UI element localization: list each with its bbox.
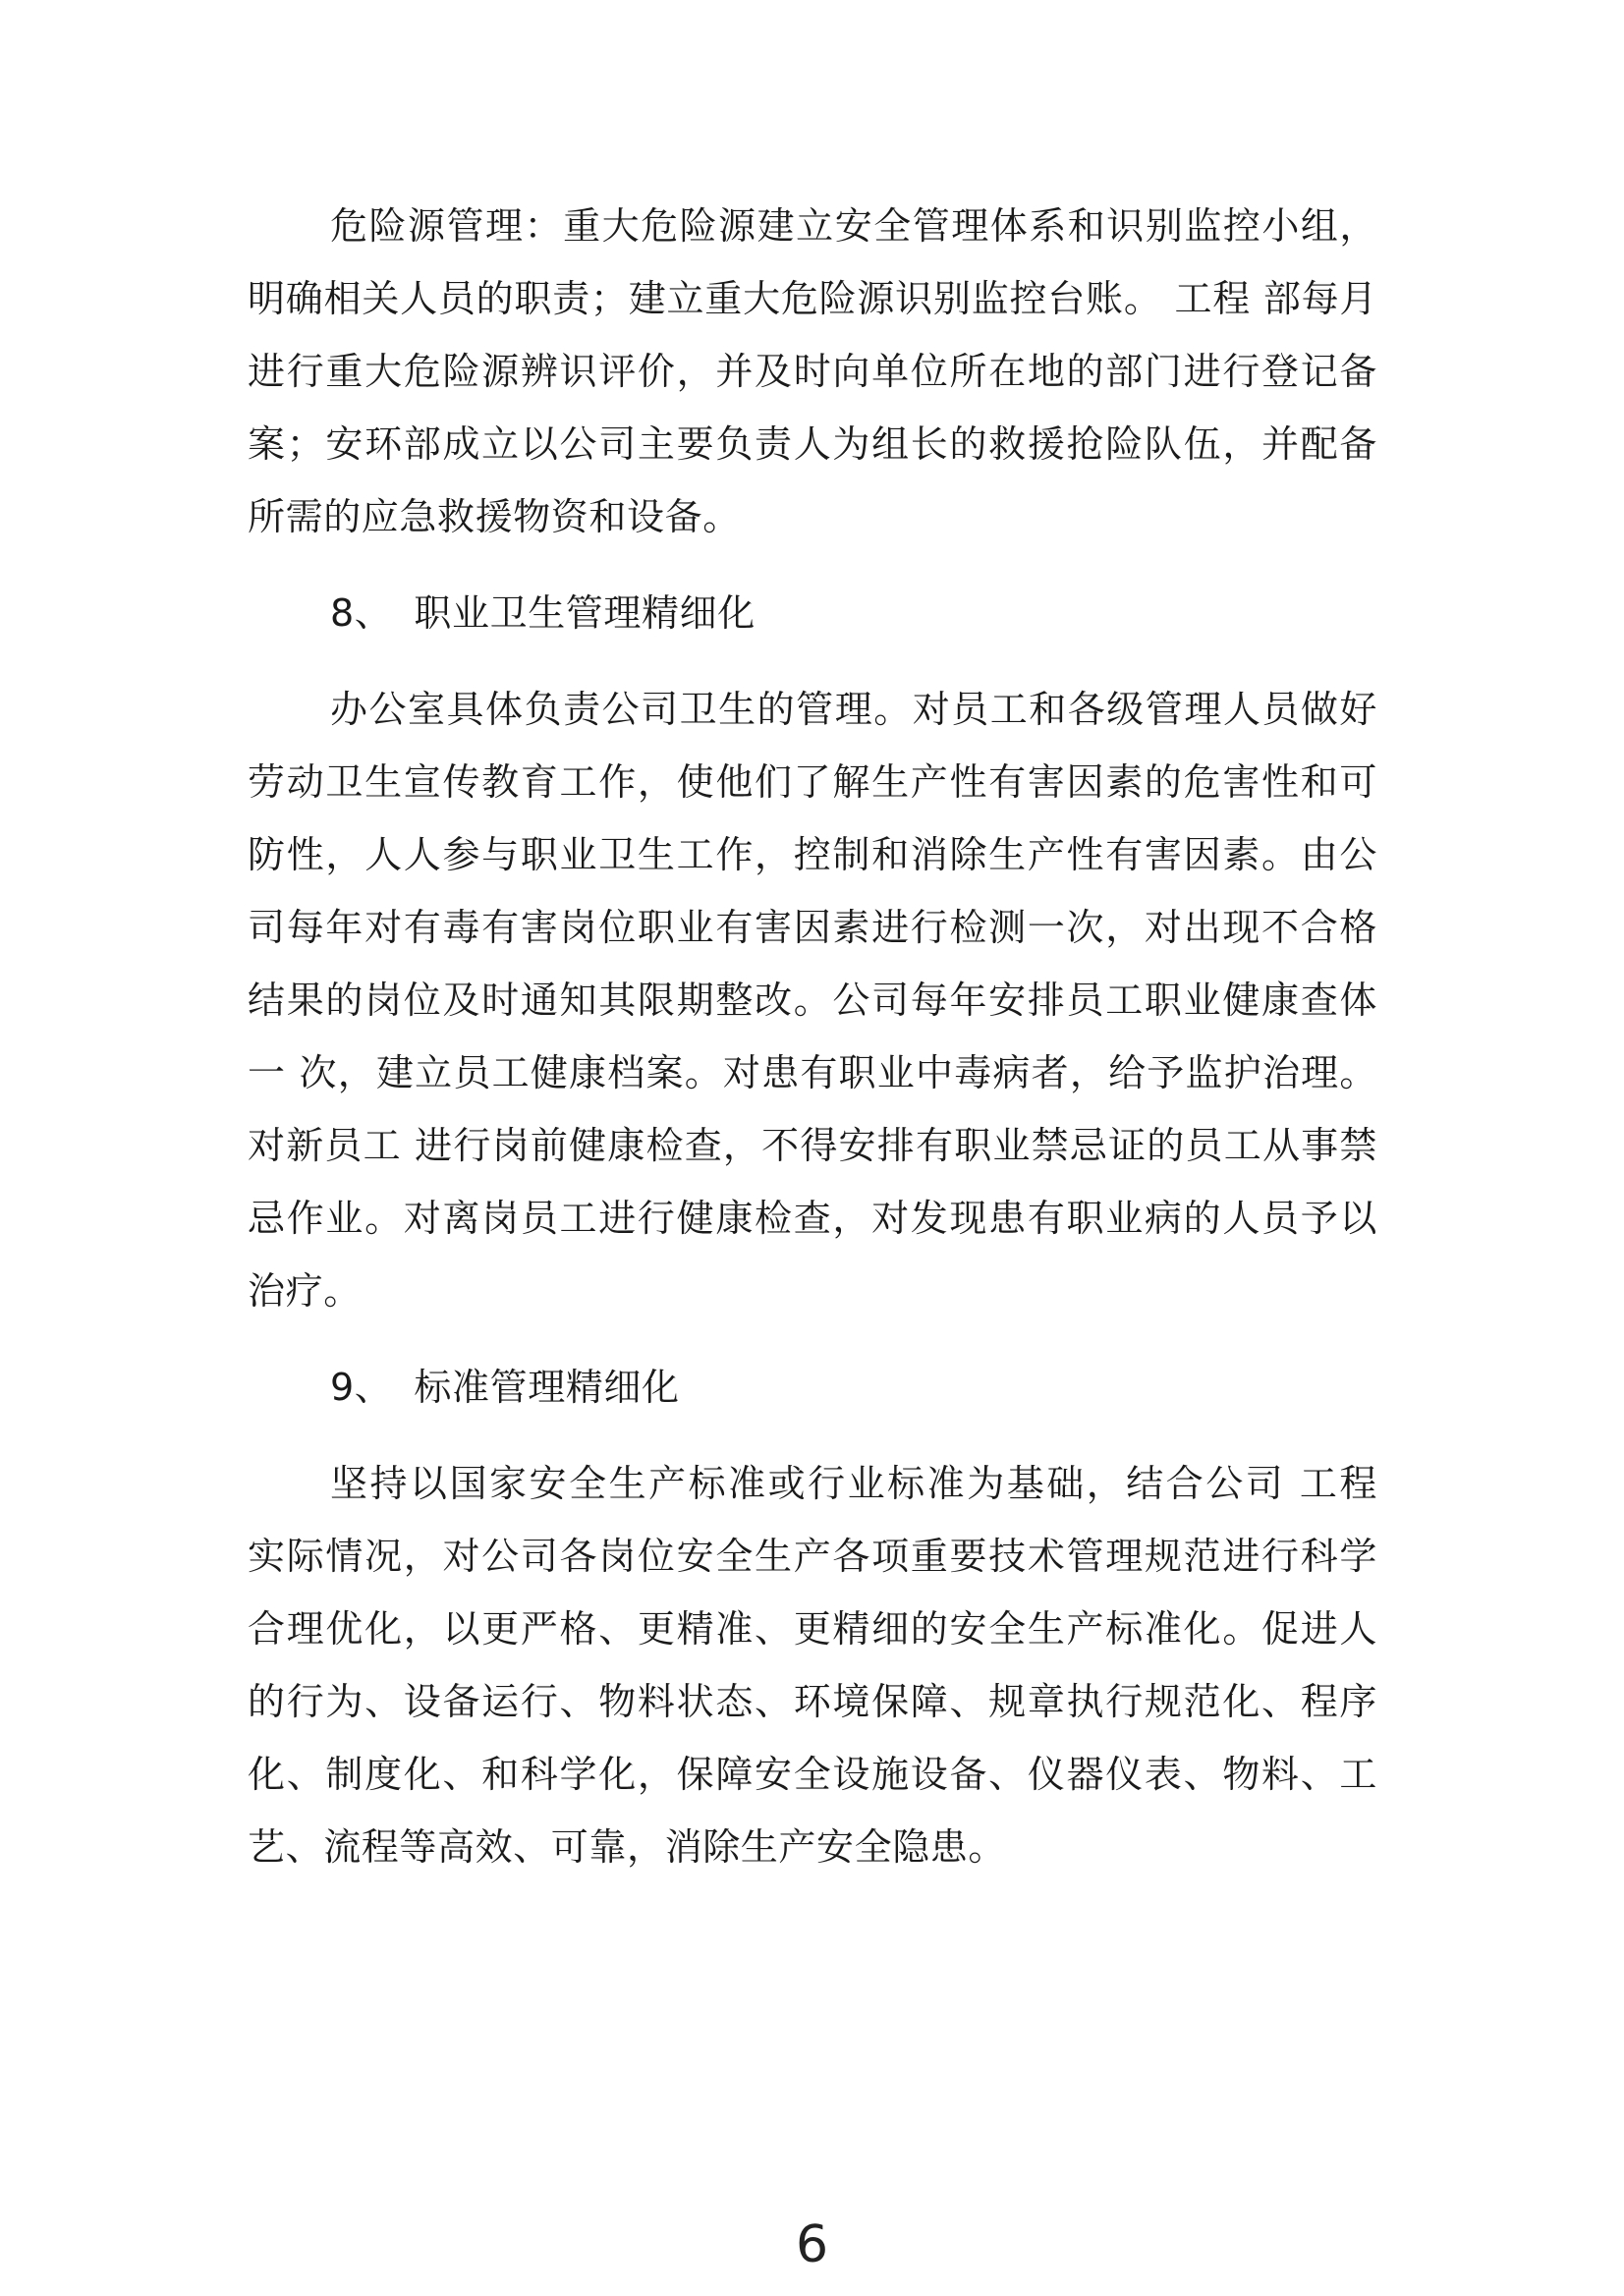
section-8-title: 职业卫生管理精细化: [414, 591, 756, 635]
section-8-body: 办公室具体负责公司卫生的管理。对员工和各级管理人员做好劳动卫生宣传教育工作，使他们了解生产性有害因素的危害性和可防性，人人参与职业卫生工作，控制和消除生产性有害因素。由公司每年对有毒有害岗位职业有害因素进行检测一次，对出现不合格结果的岗位及时通知其限期整改。公司每年安排员工职业健康查体一 次，建立员工健康档案。对患有职业中毒病者，给予监护治理。对新员工 进行岗前健康检查，不得安排有职业禁忌证的员工从事禁忌作业。对离岗员工进行健康检查，对发现患有职业病的人员予以治疗。: [248, 688, 1377, 1313]
page-number: 6: [795, 2215, 829, 2274]
section-9-title: 标准管理精细化: [414, 1366, 680, 1409]
paragraph-hazard-management: 危险源管理：重大危险源建立安全管理体系和识别监控小组，明确相关人员的职责；建立重大危险源识别监控台账。 工程 部每月进行重大危险源辨识评价，并及时向单位所在地的部门进行登记备案；安环部成立以公司主要负责人为组长的救援抢险队伍，并配备所需的应急救援物资和设备。: [248, 204, 1377, 538]
section-9-number: 9、: [330, 1366, 393, 1409]
section-8-heading: [248, 577, 1377, 649]
section-9-body: 坚持以国家安全生产标准或行业标准为基础，结合公司 工程 实际情况，对公司各岗位安全生产各项重要技术管理规范进行科学合理优化，以更严格、更精准、更精细的安全生产标准化。促进人的行为、设备运行、物料状态、环境保障、规章执行规范化、程序化、制度化、和科学化，保障安全设施设备、仪器仪表、物料、工艺、流程等高效、可靠，消除生产安全隐患。: [248, 1462, 1377, 1869]
section-9-heading: [248, 1351, 1377, 1424]
document-body: [248, 190, 1377, 1883]
section-8-number: 8、: [330, 591, 393, 635]
